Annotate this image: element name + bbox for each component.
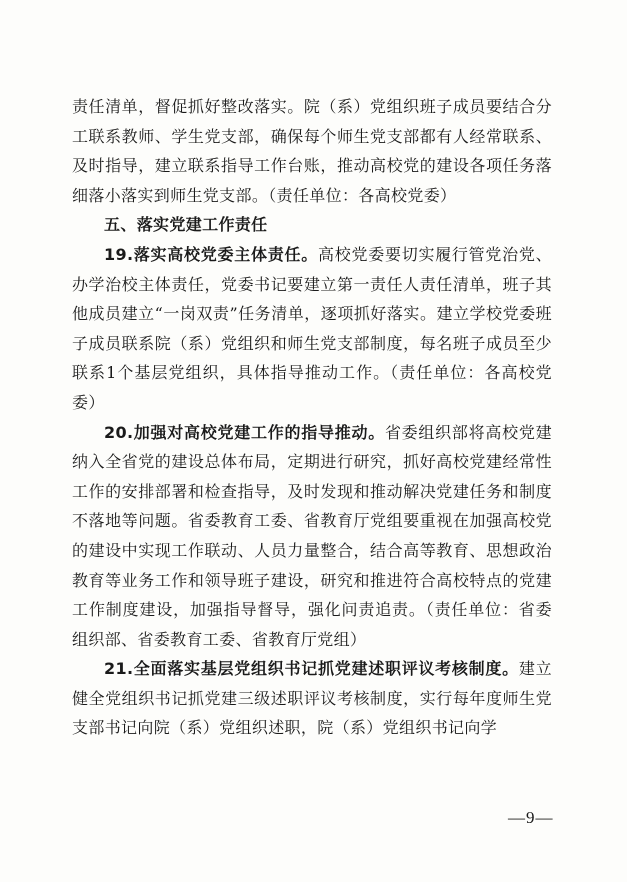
item-19-heading: 19.落实高校党委主体责任。	[104, 244, 318, 264]
section-heading: 五、落实党建工作责任	[104, 215, 268, 235]
item-21-paragraph	[72, 654, 552, 743]
page-number: —9—	[508, 808, 554, 827]
item-19-paragraph	[72, 240, 552, 418]
item-20-body: 省委组织部将高校党建纳入全省党的建设总体布局，定期进行研究，抓好高校党建经常性工作的安排部署和检查指导，及时发现和推动解决党建任务和制度不落地等问题。省委教育工委、省教育厅党组要重视在加强高校党的建设中实现工作联动、人员力量整合，结合高等教育、思想政治教育等业务工作和领导班子建设，研究和推进符合高校特点的党建工作制度建设，加强指导督导，强化问责追责。（责任单位：省委组织部、省委教育工委、省教育厅党组）	[72, 422, 552, 649]
continuation-paragraph: 责任清单，督促抓好整改落实。院（系）党组织班子成员要结合分工联系教师、学生党支部，确保每个师生党支部都有人经常联系、及时指导，建立联系指导工作台账，推动高校党的建设各项任务落细落小落实到师生党支部。（责任单位：各高校党委）	[72, 97, 552, 205]
item-20-paragraph	[72, 418, 552, 655]
item-21-body: 建立健全党组织书记抓党建三级述职评议考核制度，实行每年度师生党支部书记向院（系）党组织述职，院（系）党组织书记向学	[72, 659, 553, 738]
item-21-heading: 21.全面落实基层党组织书记抓党建述职评议考核制度。	[104, 659, 519, 679]
item-19-body: 高校党委要切实履行管党治党、办学治校主体责任，党委书记要建立第一责任人责任清单，班子其他成员建立“一岗双责”任务清单，逐项抓好落实。建立学校党委班子成员联系院（系）党组织和师生党支部制度，每名班子成员至少联系1个基层党组织，具体指导推动工作。（责任单位：各高校党委）	[72, 244, 553, 412]
document-body	[72, 92, 552, 743]
item-20-heading: 20.加强对高校党建工作的指导推动。	[104, 422, 385, 442]
